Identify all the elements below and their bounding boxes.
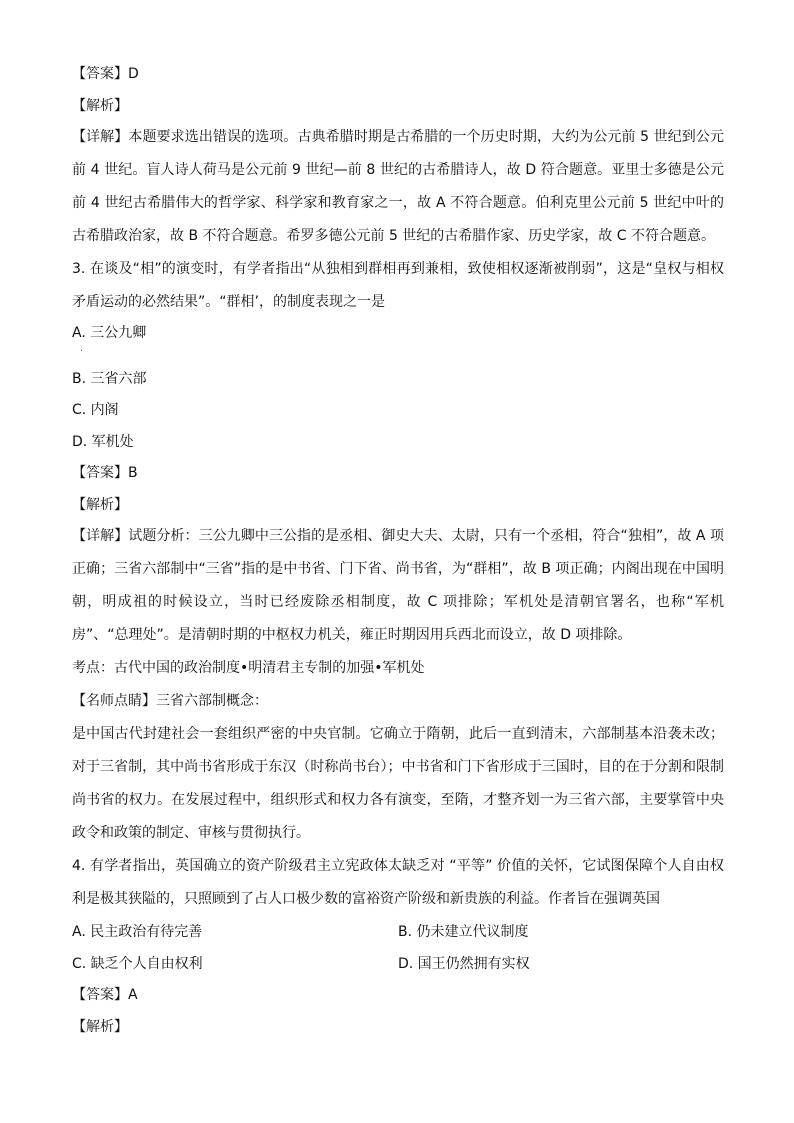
q4-option-c: C. 缺乏个人自由权利 xyxy=(72,955,203,972)
q3-detail: 【详解】试题分析：三公九卿中三公指的是丞相、御史大夫、太尉，只有一个丞相，符合“独相”，故 A 项正确；三省六部制中“三省”指的是中书省、门下省、尚书省，为“群相”，故 B 项正确；内阁出现在中国明朝，明成祖的时候设立，当时已经废除丞相制度，故 C 项排除；军机处是清朝官署名，也称“军机房”、“总理处”。是清朝时期的中枢权力机关，雍正时期因用兵西北而设立，故 D 项排除。 xyxy=(72,528,724,643)
q4-option-b: B. 仍未建立代议制度 xyxy=(398,924,529,940)
q3-option-a: A. 三公九卿 xyxy=(72,325,147,341)
q4-analysis-heading: 【解析】 xyxy=(72,1018,128,1035)
q4-option-d: D. 国王仍然拥有实权 xyxy=(398,955,530,972)
q3-mingshi-text: 是中国古代封建社会一套组织严密的中央官制。它确立于隋朝，此后一直到清末，六部制基本沿袭未改；对于三省制，其中尚书省形成于东汉（时称尚书台）；中书省和门下省形成于三国时，目的在于分割和限制尚书省的权力。在发展过程中，组织形式和权力各有演变，至隋，才整齐划一为三省六部，主要掌管中央政令和政策的制定、审核与贯彻执行。 xyxy=(72,726,724,841)
q3-stem: 3. 在谈及“相”的演变时，有学者指出“从独相到群相再到兼相，致使相权逐渐被削弱”，这是“皇权与相权矛盾运动的必然结果”。“群相’，的制度表现之一是 xyxy=(72,261,724,310)
stray-dot: · xyxy=(80,345,84,357)
q3-option-d: D. 军机处 xyxy=(72,433,134,450)
document-page xyxy=(72,64,724,1048)
q4-option-a: A. 民主政治有待完善 xyxy=(72,924,203,940)
q2-answer: 【答案】D xyxy=(72,66,139,82)
q3-answer: 【答案】B xyxy=(72,465,138,481)
q4-options-row-1 xyxy=(72,922,724,943)
q3-analysis-heading: 【解析】 xyxy=(72,496,128,513)
q2-detail: 【详解】本题要求选出错误的选项。古典希腊时期是古希腊的一个历史时期，大约为公元前 5 世纪到公元前 4 世纪。盲人诗人荷马是公元前 9 世纪—前 8 世纪的古希腊诗人，故 D 符合题意。亚里士多德是公元前 4 世纪古希腊伟大的哲学家、科学家和教育家之一，故 A 不符合题意。伯利克里公元前 5 世纪中叶的古希腊政治家，故 B 不符合题意。希罗多德公元前 5 世纪的古希腊作家、历史学家，故 C 不符合题意。 xyxy=(72,129,724,244)
q2-analysis-heading: 【解析】 xyxy=(72,97,128,114)
q4-answer: 【答案】A xyxy=(72,987,138,1003)
q4-options-row-2 xyxy=(72,954,724,975)
q3-kaodian: 考点：古代中国的政治制度•明清君主专制的加强•军机处 xyxy=(72,660,425,676)
q3-mingshi-heading: 【名师点睛】三省六部制概念： xyxy=(72,693,268,709)
q4-stem: 4. 有学者指出，英国确立的资产阶级君主立宪政体太缺乏对 “平等” 价值的关怀，它试图保障个人自由权利是极其狭隘的，只照顾到了占人口极少数的富裕资产阶级和新贵族的利益。作者旨在强调英国 xyxy=(72,858,724,907)
q3-option-b: B. 三省六部 xyxy=(72,370,147,387)
q3-option-c: C. 内阁 xyxy=(72,402,119,418)
